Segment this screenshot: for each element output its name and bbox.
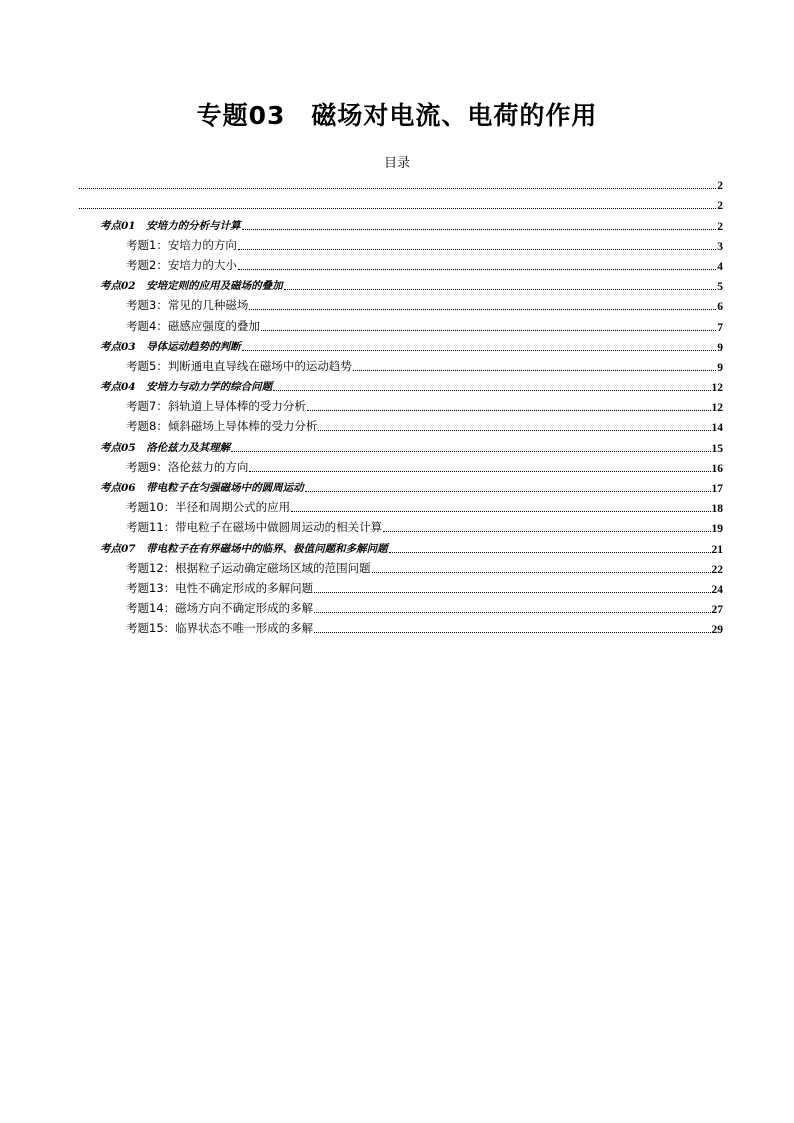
- toc-leader-dots: [383, 520, 710, 532]
- toc-entry-label: 考题15：临界状态不唯一形成的多解: [126, 621, 314, 636]
- toc-entry-label: 考题2：安培力的大小: [126, 257, 237, 272]
- toc-entry-label: 考点06 带电粒子在匀强磁场中的圆周运动: [100, 482, 304, 494]
- toc-entry-subsection[interactable]: [78, 556, 723, 576]
- toc-heading: 目录: [383, 156, 410, 171]
- document-title: 专题03 磁场对电流、电荷的作用: [196, 101, 598, 130]
- toc-entry-label: 考点03 导体运动趋势的判断: [100, 340, 241, 353]
- toc-leader-dots: [353, 359, 716, 371]
- toc-leader-dots: [284, 278, 717, 290]
- toc-entry-section[interactable]: [78, 374, 723, 394]
- toc-entry-label: 考题14：磁场方向不确定形成的多解: [126, 601, 314, 616]
- toc-leader-dots: [314, 601, 710, 613]
- toc-leader-dots: [249, 460, 710, 472]
- toc-entry-subsection[interactable]: [78, 253, 723, 273]
- toc-page-number: 3: [717, 240, 723, 253]
- toc-leader-dots: [318, 419, 710, 431]
- toc-entry-label: 考点04 安培力与动力学的综合问题: [100, 381, 273, 394]
- toc-entry-label: 考点01 安培力的分析与计算: [100, 219, 241, 232]
- toc-entry-subsection[interactable]: [78, 576, 723, 596]
- toc-page-number: 14: [711, 422, 723, 435]
- toc-page-number: 12: [711, 402, 723, 415]
- toc-page-number: 18: [711, 503, 723, 516]
- toc-page-number: 15: [711, 442, 723, 455]
- toc-entry-label: 考题11：带电粒子在磁场中做圆周运动的相关计算: [126, 520, 383, 535]
- toc-page-number: 24: [711, 583, 723, 596]
- toc-page-number: 2: [717, 220, 723, 233]
- toc-leader-dots: [238, 238, 716, 250]
- toc-entry-label: 考题8：倾斜磁场上导体棒的受力分析: [126, 419, 318, 434]
- toc-entry-subsection[interactable]: [78, 455, 723, 475]
- toc-entry[interactable]: [78, 192, 723, 212]
- toc-entry-label: 考题12：根据粒子运动确定磁场区域的范围问题: [126, 560, 371, 575]
- toc-page-number: 21: [711, 543, 723, 556]
- toc-page-number: 9: [717, 341, 723, 354]
- toc-leader-dots: [372, 561, 711, 573]
- toc-leader-dots: [307, 399, 711, 411]
- toc-leader-dots: [273, 379, 710, 391]
- toc-leader-dots: [261, 319, 716, 331]
- toc-entry-subsection[interactable]: [78, 293, 723, 313]
- toc-leader-dots: [249, 298, 716, 310]
- toc-entry[interactable]: [78, 172, 723, 192]
- toc-leader-dots: [242, 218, 717, 230]
- toc-page-number: 2: [717, 200, 723, 213]
- toc-leader-dots: [242, 339, 717, 351]
- toc-entry-subsection[interactable]: [78, 233, 723, 253]
- toc-page-number: 22: [711, 563, 723, 576]
- toc-page-number: 29: [711, 624, 723, 637]
- toc-entry-section[interactable]: [78, 273, 723, 293]
- toc-entry-section[interactable]: [78, 434, 723, 454]
- toc-entry-section[interactable]: [78, 475, 723, 495]
- toc-leader-dots: [231, 440, 710, 452]
- toc-page-number: 19: [711, 523, 723, 536]
- toc-entry-label: 考题3：常见的几种磁场: [126, 298, 249, 313]
- toc-leader-dots: [314, 581, 710, 593]
- toc-entry-label: 考题13：电性不确定形成的多解问题: [126, 580, 314, 595]
- toc-entry-subsection[interactable]: [78, 495, 723, 515]
- toc-page-number: 17: [711, 483, 723, 495]
- toc-leader-dots: [389, 541, 711, 553]
- toc-page-number: 7: [717, 321, 723, 334]
- toc-page-number: 16: [711, 462, 723, 475]
- table-of-contents: [78, 172, 723, 636]
- toc-leader-dots: [79, 177, 716, 189]
- toc-entry-label: 考题1：安培力的方向: [126, 237, 237, 252]
- toc-entry-section[interactable]: [78, 334, 723, 354]
- toc-leader-dots: [305, 480, 711, 492]
- toc-entry-label: 考题5：判断通电直导线在磁场中的运动趋势: [126, 358, 352, 373]
- toc-page-number: 5: [717, 281, 723, 294]
- toc-page-number: 12: [711, 382, 723, 395]
- toc-page-number: 9: [717, 361, 723, 374]
- toc-page-number: 4: [717, 260, 723, 273]
- toc-entry-section[interactable]: [78, 212, 723, 232]
- toc-entry-label: 考题10：半径和周期公式的应用: [126, 500, 291, 515]
- toc-entry-subsection[interactable]: [78, 616, 723, 636]
- toc-entry-subsection[interactable]: [78, 354, 723, 374]
- toc-entry-subsection[interactable]: [78, 515, 723, 535]
- toc-entry-label: 考题7：斜轨道上导体棒的受力分析: [126, 399, 306, 414]
- toc-entry-label: 考点05 洛伦兹力及其理解: [100, 441, 231, 454]
- toc-page-number: 2: [717, 180, 723, 193]
- toc-entry-label: 考题4：磁感应强度的叠加: [126, 318, 260, 333]
- toc-entry-label: 考点07 带电粒子在有界磁场中的临界、极值问题和多解问题: [100, 542, 388, 555]
- toc-entry-section[interactable]: [78, 535, 723, 555]
- toc-page-number: 27: [711, 604, 723, 617]
- toc-entry-subsection[interactable]: [78, 313, 723, 333]
- toc-leader-dots: [314, 621, 710, 633]
- toc-leader-dots: [79, 197, 716, 209]
- toc-entry-label: 考点02 安培定则的应用及磁场的叠加: [100, 280, 283, 293]
- toc-leader-dots: [238, 258, 716, 270]
- toc-page-number: 6: [717, 301, 723, 314]
- toc-entry-subsection[interactable]: [78, 596, 723, 616]
- toc-entry-label: 考题9：洛伦兹力的方向: [126, 459, 249, 474]
- toc-leader-dots: [291, 500, 710, 512]
- toc-entry-subsection[interactable]: [78, 414, 723, 434]
- toc-entry-subsection[interactable]: [78, 394, 723, 414]
